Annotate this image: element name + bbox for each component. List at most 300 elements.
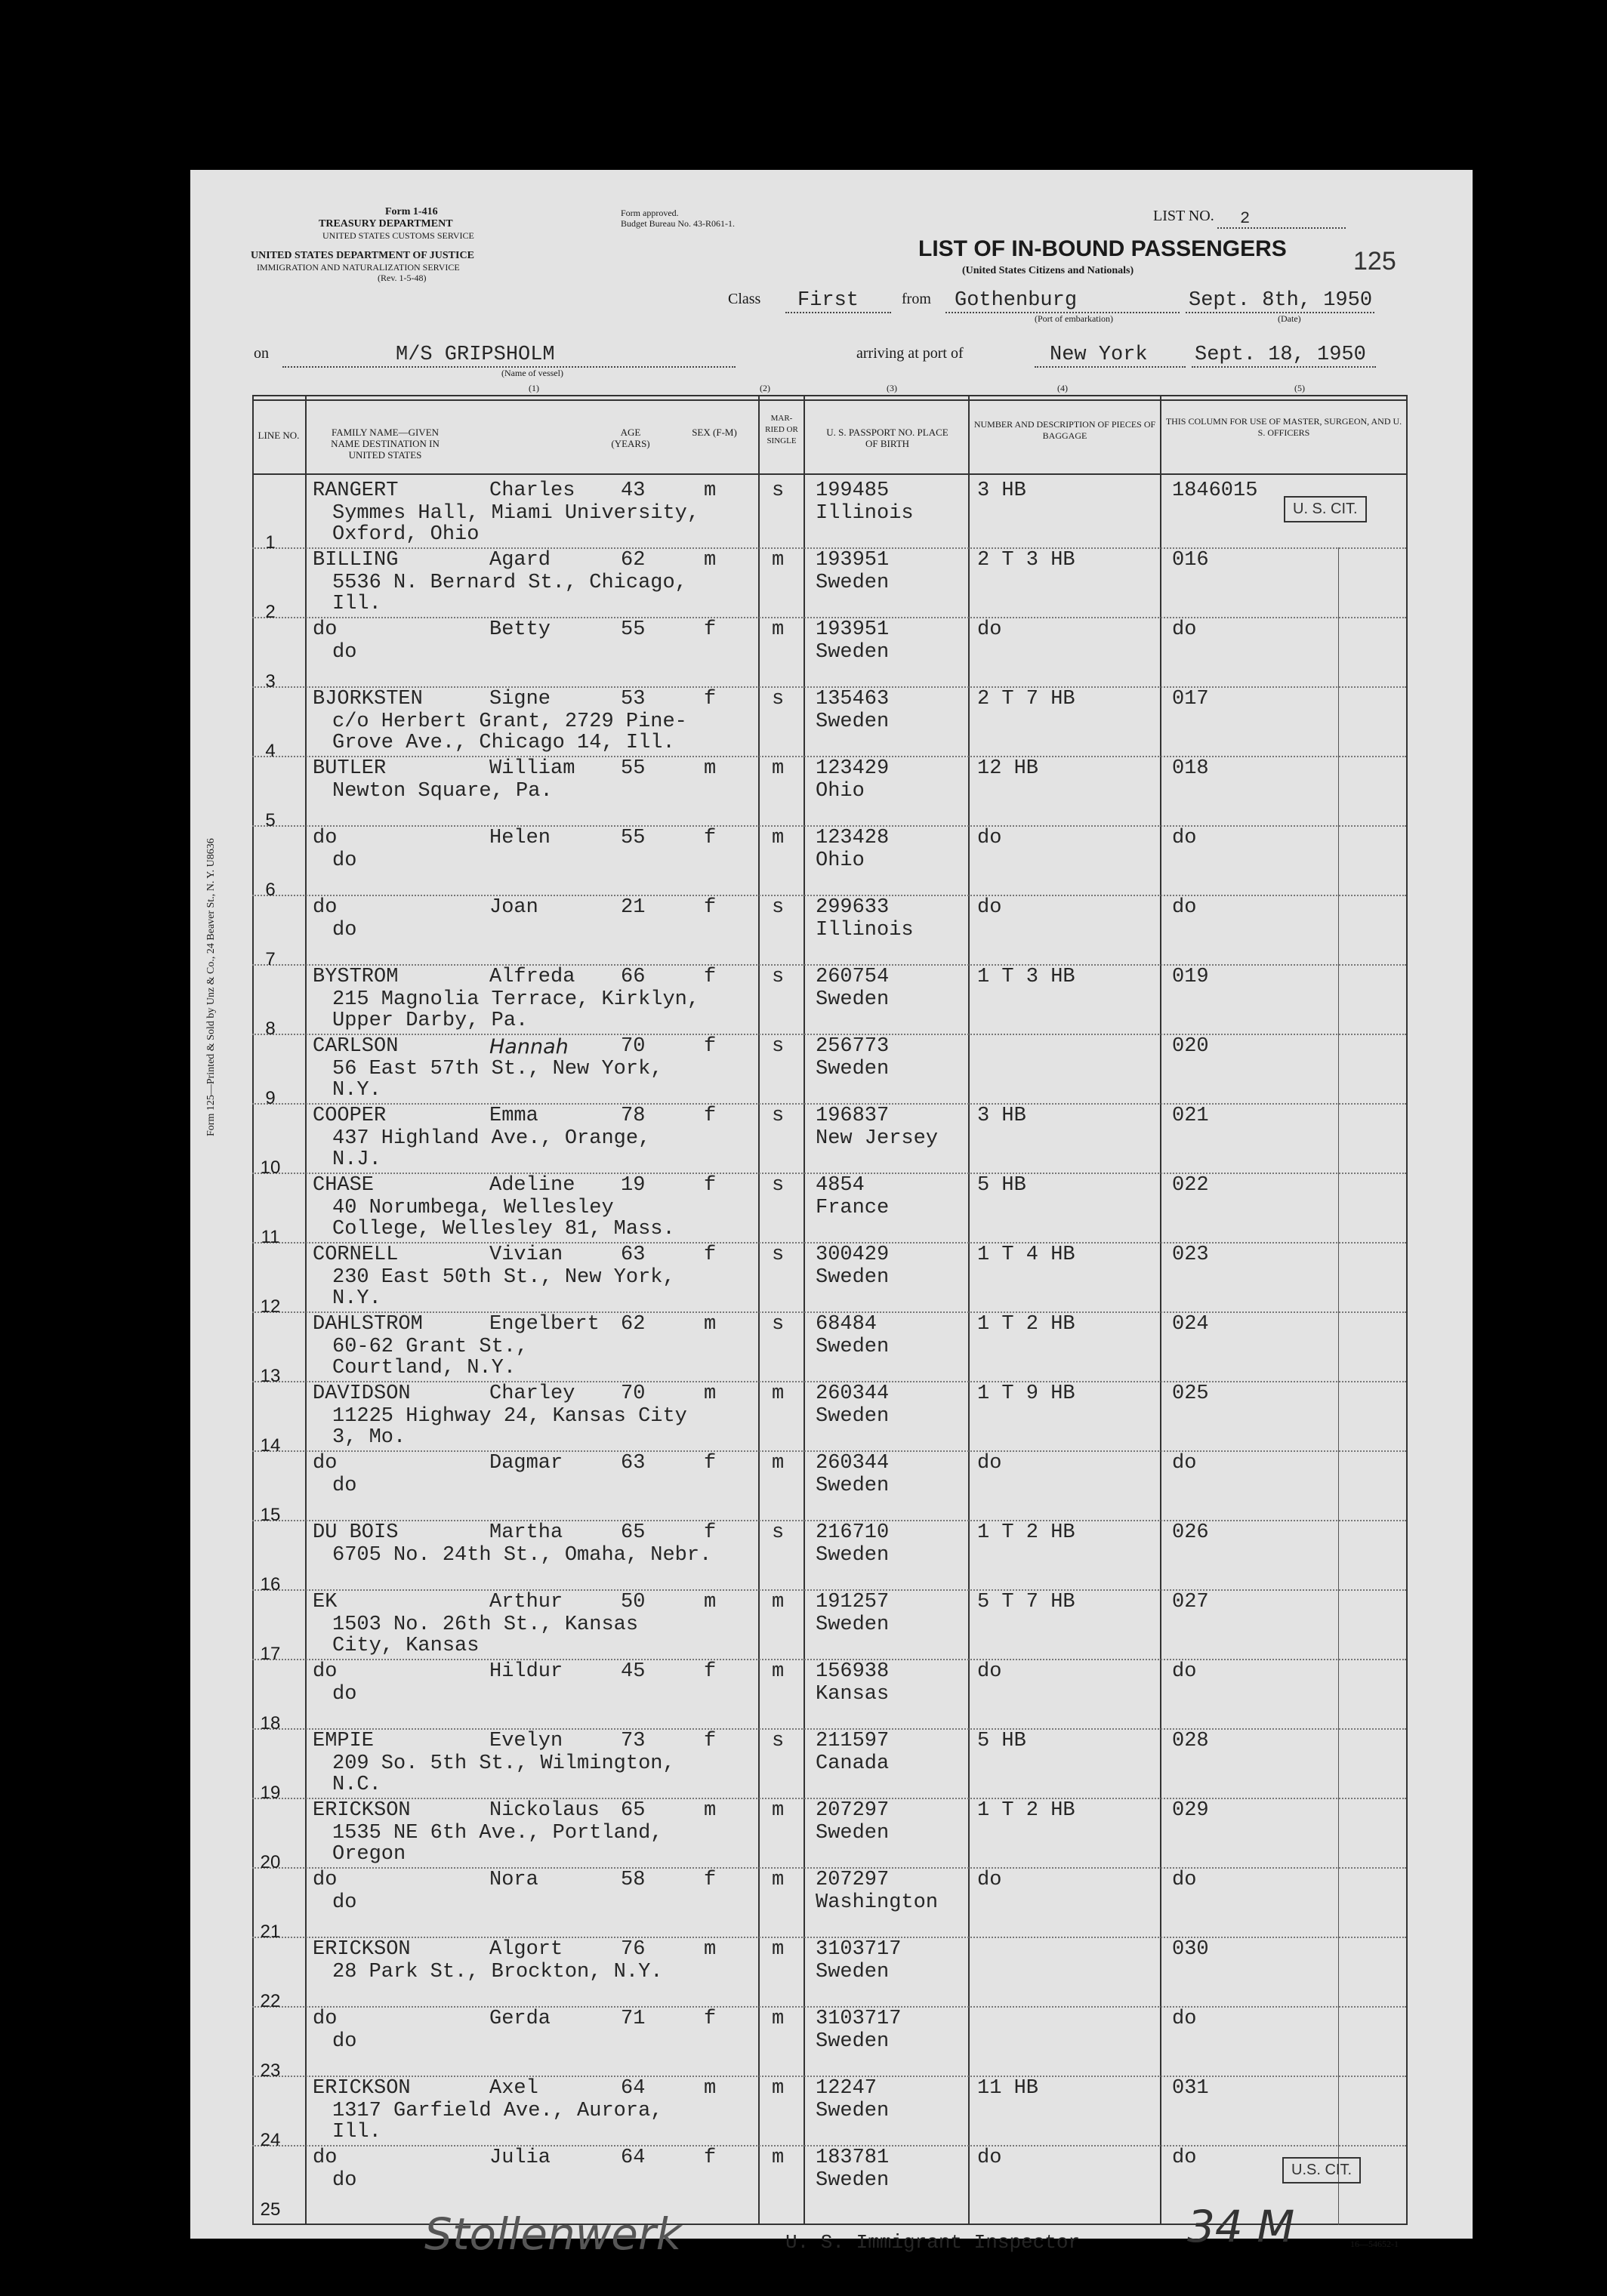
destination-address-line2: Oregon: [332, 1843, 406, 1866]
passenger-age: 70: [621, 1382, 646, 1405]
passenger-given-name: Axel: [489, 2077, 538, 2100]
passport-number: 260754: [816, 966, 890, 988]
line-number: 14: [260, 1435, 281, 1456]
destination-address: Symmes Hall, Miami University,: [332, 502, 700, 525]
col-num-4: (4): [1057, 383, 1068, 393]
passenger-age: 71: [621, 2008, 646, 2030]
page-subtitle: (United States Citizens and Nationals): [962, 265, 1134, 276]
passenger-surname: COOPER: [313, 1105, 387, 1127]
destination-address-line2: Grove Ave., Chicago 14, Ill.: [332, 732, 675, 754]
passenger-given-name: Signe: [489, 688, 551, 710]
passenger-marital-status: m: [772, 757, 785, 780]
customs-label: UNITED STATES CUSTOMS SERVICE: [322, 230, 474, 241]
passenger-surname: EMPIE: [313, 1730, 375, 1752]
budget-bureau: Budget Bureau No. 43-R061-1.: [621, 218, 735, 229]
officer-column-entry: 026: [1172, 1521, 1209, 1544]
line-number: 12: [260, 1296, 281, 1317]
arriving-label: arriving at port of: [856, 345, 964, 362]
passenger-age: 62: [621, 1313, 646, 1336]
justice-label: UNITED STATES DEPARTMENT OF JUSTICE: [251, 250, 474, 261]
passport-number: 135463: [816, 688, 890, 710]
vessel-line: [282, 344, 736, 368]
passenger-surname: BILLING: [313, 549, 399, 572]
list-no-label: LIST NO.: [1153, 208, 1214, 224]
destination-address: 5536 N. Bernard St., Chicago,: [332, 572, 687, 594]
passenger-marital-status: s: [772, 479, 785, 502]
vessel-caption: (Name of vessel): [501, 368, 563, 378]
destination-address: do: [332, 1891, 357, 1914]
place-of-birth: Sweden: [816, 1058, 890, 1080]
passenger-sex: f: [704, 1869, 717, 1891]
place-of-birth: Sweden: [816, 1613, 890, 1636]
baggage-description: 1 T 2 HB: [977, 1313, 1075, 1336]
class-label: Class: [728, 291, 761, 307]
destination-address-line2: N.Y.: [332, 1287, 381, 1310]
officer-column-entry: 028: [1172, 1730, 1209, 1752]
baggage-description: 3 HB: [977, 1105, 1026, 1127]
destination-address: 40 Norumbega, Wellesley: [332, 1197, 614, 1219]
destination-address: 60-62 Grant St.,: [332, 1336, 529, 1358]
header-baggage: NUMBER AND DESCRIPTION OF PIECES OF BAGGAGE: [973, 419, 1156, 441]
passport-number: 207297: [816, 1799, 890, 1822]
passenger-sex: m: [704, 1313, 717, 1336]
passenger-surname: do: [313, 1452, 338, 1475]
place-of-birth: France: [816, 1197, 890, 1219]
arrival-port-line: [1035, 344, 1186, 368]
place-of-birth: Sweden: [816, 2100, 890, 2122]
passenger-sex: f: [704, 827, 717, 849]
line-number: 13: [260, 1366, 281, 1386]
passenger-given-name: Algort: [489, 1938, 563, 1961]
destination-address: do: [332, 849, 357, 872]
passport-number: 193951: [816, 549, 890, 572]
treasury-label: TREASURY DEPARTMENT: [319, 218, 453, 230]
destination-address: 6705 No. 24th St., Omaha, Nebr.: [332, 1544, 712, 1567]
passport-number: 3103717: [816, 1938, 902, 1961]
officer-column-entry: 019: [1172, 966, 1209, 988]
line-number: 1: [265, 532, 276, 553]
passenger-surname: CHASE: [313, 1174, 375, 1197]
line-number: 15: [260, 1505, 281, 1525]
line-number: 23: [260, 2060, 281, 2081]
from-label: from: [902, 291, 931, 307]
passenger-sex: f: [704, 2147, 717, 2169]
passport-number: 256773: [816, 1035, 890, 1058]
passenger-age: 45: [621, 1660, 646, 1683]
line-number: 17: [260, 1644, 281, 1664]
passenger-surname: BUTLER: [313, 757, 387, 780]
place-of-birth: Ohio: [816, 780, 865, 803]
baggage-description: do: [977, 1869, 1002, 1891]
baggage-description: 5 T 7 HB: [977, 1591, 1075, 1613]
destination-address: do: [332, 919, 357, 942]
destination-address-line2: N.C.: [332, 1774, 381, 1796]
passenger-age: 64: [621, 2077, 646, 2100]
class-value: First: [797, 289, 859, 312]
passenger-age: 63: [621, 1244, 646, 1266]
passenger-surname: ERICKSON: [313, 2077, 411, 2100]
passenger-marital-status: m: [772, 549, 785, 572]
officer-column-entry: do: [1172, 2008, 1197, 2030]
passenger-marital-status: m: [772, 1382, 785, 1405]
passport-number: 216710: [816, 1521, 890, 1544]
passenger-surname: BJORKSTEN: [313, 688, 423, 710]
passenger-marital-status: s: [772, 1174, 785, 1197]
passenger-marital-status: m: [772, 1660, 785, 1683]
place-of-birth: Canada: [816, 1752, 890, 1775]
line-number: 7: [265, 949, 276, 969]
passenger-marital-status: s: [772, 1730, 785, 1752]
passport-number: 183781: [816, 2147, 890, 2169]
list-no-value: 2: [1240, 209, 1251, 228]
baggage-description: 2 T 7 HB: [977, 688, 1075, 710]
passenger-given-name: Betty: [489, 618, 551, 641]
col-num-5: (5): [1294, 383, 1305, 393]
destination-address-line2: Courtland, N.Y.: [332, 1357, 517, 1379]
header-sex: SEX (F-M): [692, 427, 737, 438]
destination-address-line2: Ill.: [332, 2121, 381, 2143]
place-of-birth: Kansas: [816, 1683, 890, 1706]
passenger-given-name: Helen: [489, 827, 551, 849]
passenger-sex: f: [704, 1452, 717, 1475]
officer-column-entry: do: [1172, 1869, 1197, 1891]
passenger-surname: CORNELL: [313, 1244, 399, 1266]
destination-address-line2: 3, Mo.: [332, 1426, 406, 1449]
destination-address: 28 Park St., Brockton, N.Y.: [332, 1961, 663, 1983]
revision-label: (Rev. 1-5-48): [378, 273, 427, 283]
officer-column-entry: 1846015: [1172, 479, 1258, 502]
destination-address-line2: N.Y.: [332, 1079, 381, 1102]
passenger-surname: do: [313, 1869, 338, 1891]
destination-address: do: [332, 2030, 357, 2053]
page-title: LIST OF IN-BOUND PASSENGERS: [918, 236, 1287, 261]
date-caption: (Date): [1278, 313, 1301, 324]
destination-address: 1535 NE 6th Ave., Portland,: [332, 1822, 663, 1845]
passenger-given-name: Charles: [489, 479, 575, 502]
officer-column-entry: 020: [1172, 1035, 1209, 1058]
passenger-age: 55: [621, 827, 646, 849]
passenger-sex: f: [704, 1660, 717, 1683]
line-number: 8: [265, 1019, 276, 1039]
passenger-age: 53: [621, 688, 646, 710]
passenger-sex: f: [704, 1174, 717, 1197]
passenger-sex: m: [704, 1799, 717, 1822]
destination-address: 56 East 57th St., New York,: [332, 1058, 663, 1080]
passenger-marital-status: m: [772, 1799, 785, 1822]
passenger-age: 19: [621, 1174, 646, 1197]
passenger-surname: ERICKSON: [313, 1799, 411, 1822]
officer-column-entry: 016: [1172, 549, 1209, 572]
passenger-sex: m: [704, 757, 717, 780]
officer-column-entry: 024: [1172, 1313, 1209, 1336]
date-value: Sept. 8th, 1950: [1189, 289, 1373, 312]
line-number: 16: [260, 1574, 281, 1595]
baggage-description: 1 T 9 HB: [977, 1382, 1075, 1405]
line-number: 11: [261, 1227, 280, 1247]
passenger-age: 43: [621, 479, 646, 502]
col-rule: [252, 396, 254, 2225]
baggage-description: 2 T 3 HB: [977, 549, 1075, 572]
passenger-given-name: Gerda: [489, 2008, 551, 2030]
officer-column-entry: do: [1172, 618, 1197, 641]
passenger-age: 50: [621, 1591, 646, 1613]
passenger-marital-status: m: [772, 827, 785, 849]
passenger-sex: m: [704, 1591, 717, 1613]
destination-address: c/o Herbert Grant, 2729 Pine-: [332, 710, 687, 733]
passport-number: 207297: [816, 1869, 890, 1891]
officer-column-entry: 030: [1172, 1938, 1209, 1961]
place-of-birth: Sweden: [816, 1822, 890, 1845]
passenger-list-sheet: [190, 170, 1473, 2260]
header-married: MAR-RIED OR SINGLE: [765, 414, 798, 445]
header-age: AGE (YEARS): [611, 427, 650, 449]
from-value: Gothenburg: [955, 289, 1078, 312]
page-number: 125: [1353, 247, 1396, 276]
officer-column-entry: 022: [1172, 1174, 1209, 1197]
passenger-given-name: Martha: [489, 1521, 563, 1544]
place-of-birth: Sweden: [816, 572, 890, 594]
place-of-birth: Sweden: [816, 1336, 890, 1358]
passenger-surname: CARLSON: [313, 1035, 399, 1058]
destination-address: 11225 Highway 24, Kansas City: [332, 1405, 687, 1428]
line-number: 22: [260, 1991, 281, 2011]
passenger-age: 65: [621, 1799, 646, 1822]
passenger-surname: RANGERT: [313, 479, 399, 502]
passenger-marital-status: s: [772, 896, 785, 919]
destination-address: 1503 No. 26th St., Kansas: [332, 1613, 639, 1636]
passenger-sex: f: [704, 1035, 717, 1058]
passport-number: 260344: [816, 1382, 890, 1405]
baggage-description: 12 HB: [977, 757, 1039, 780]
col-num-2: (2): [760, 383, 770, 393]
port-embarkation-label: (Port of embarkation): [1035, 313, 1113, 324]
passport-number: 123428: [816, 827, 890, 849]
passenger-age: 78: [621, 1105, 646, 1127]
passenger-surname: DAVIDSON: [313, 1382, 411, 1405]
passenger-given-name: Arthur: [489, 1591, 563, 1613]
passenger-given-name: Hildur: [489, 1660, 563, 1683]
col-rule: [758, 396, 760, 2225]
passenger-marital-status: m: [772, 1938, 785, 1961]
baggage-description: 1 T 4 HB: [977, 1244, 1075, 1266]
passenger-sex: f: [704, 1244, 717, 1266]
header-passport: U. S. PASSPORT NO. PLACE OF BIRTH: [826, 427, 948, 449]
passenger-sex: f: [704, 1730, 717, 1752]
passenger-surname: do: [313, 896, 338, 919]
baggage-description: 1 T 2 HB: [977, 1799, 1075, 1822]
passenger-given-name: William: [489, 757, 575, 780]
place-of-birth: Sweden: [816, 641, 890, 664]
baggage-description: 5 HB: [977, 1730, 1026, 1752]
passenger-marital-status: m: [772, 1452, 785, 1475]
passenger-sex: f: [704, 1105, 717, 1127]
destination-address-line2: Ill.: [332, 593, 381, 615]
place-of-birth: Sweden: [816, 710, 890, 733]
passenger-given-name: Dagmar: [489, 1452, 563, 1475]
passport-number: 156938: [816, 1660, 890, 1683]
passenger-given-name: Emma: [489, 1105, 538, 1127]
passenger-sex: m: [704, 1938, 717, 1961]
passenger-age: 65: [621, 1521, 646, 1544]
passenger-given-name: Evelyn: [489, 1730, 563, 1752]
passport-number: 260344: [816, 1452, 890, 1475]
passport-number: 211597: [816, 1730, 890, 1752]
line-number: 18: [260, 1713, 281, 1734]
passenger-given-name: Engelbert: [489, 1313, 600, 1336]
officer-column-entry: 018: [1172, 757, 1209, 780]
passenger-marital-status: s: [772, 1244, 785, 1266]
inspector-initials: 34 M: [1187, 2201, 1295, 2252]
inspector-signature: Stollenwerk: [424, 2208, 682, 2260]
passenger-marital-status: s: [772, 688, 785, 710]
passport-number: 12247: [816, 2077, 878, 2100]
passenger-given-name: Nickolaus: [489, 1799, 600, 1822]
from-line: [945, 289, 1180, 313]
officer-column-entry: 025: [1172, 1382, 1209, 1405]
line-number: 19: [260, 1783, 281, 1803]
header-line-no: LINE NO.: [258, 430, 300, 441]
passport-number: 196837: [816, 1105, 890, 1127]
place-of-birth: Illinois: [816, 919, 914, 942]
passenger-sex: m: [704, 1382, 717, 1405]
passenger-age: 73: [621, 1730, 646, 1752]
baggage-description: 11 HB: [977, 2077, 1039, 2100]
place-of-birth: Sweden: [816, 2030, 890, 2053]
passenger-surname: do: [313, 1660, 338, 1683]
date-line: [1186, 289, 1374, 313]
line-number: 20: [260, 1852, 281, 1872]
us-citizen-stamp: U. S. CIT.: [1284, 496, 1367, 522]
baggage-description: do: [977, 2147, 1002, 2169]
passenger-age: 63: [621, 1452, 646, 1475]
officer-column-entry: 031: [1172, 2077, 1209, 2100]
table-top-rule: [252, 395, 1408, 396]
officer-column-entry: 027: [1172, 1591, 1209, 1613]
officer-column-entry: 017: [1172, 688, 1209, 710]
passenger-marital-status: m: [772, 1869, 785, 1891]
destination-address: do: [332, 2169, 357, 2192]
passenger-age: 55: [621, 618, 646, 641]
baggage-description: do: [977, 896, 1002, 919]
vessel-value: M/S GRIPSHOLM: [396, 344, 555, 366]
baggage-description: do: [977, 1660, 1002, 1683]
place-of-birth: Washington: [816, 1891, 939, 1914]
line-number: 6: [265, 880, 276, 900]
print-code: 16—54652-1: [1350, 2239, 1399, 2249]
passenger-age: 58: [621, 1869, 646, 1891]
passenger-marital-status: s: [772, 1313, 785, 1336]
line-number: 10: [260, 1157, 281, 1178]
destination-address-line2: Upper Darby, Pa.: [332, 1009, 529, 1032]
passenger-given-name: Agard: [489, 549, 551, 572]
class-line: [785, 289, 891, 313]
destination-address: do: [332, 641, 357, 664]
destination-address: do: [332, 1683, 357, 1706]
passenger-age: 64: [621, 2147, 646, 2169]
destination-address: 230 East 50th St., New York,: [332, 1266, 675, 1289]
col-rule: [968, 396, 970, 2225]
place-of-birth: Sweden: [816, 1266, 890, 1289]
passenger-surname: do: [313, 2008, 338, 2030]
passenger-surname: do: [313, 2147, 338, 2169]
line-number: 25: [260, 2199, 281, 2220]
arrival-port-value: New York: [1050, 344, 1148, 366]
destination-address: 437 Highland Ave., Orange,: [332, 1127, 651, 1150]
destination-address: do: [332, 1475, 357, 1497]
passenger-given-name: Julia: [489, 2147, 551, 2169]
passenger-sex: f: [704, 688, 717, 710]
arrival-date-value: Sept. 18, 1950: [1195, 344, 1366, 366]
passenger-given-name: Joan: [489, 896, 538, 919]
passenger-surname: DAHLSTROM: [313, 1313, 423, 1336]
baggage-description: do: [977, 618, 1002, 641]
line-number: 2: [265, 602, 276, 622]
line-number: 3: [265, 671, 276, 692]
passenger-marital-status: s: [772, 1105, 785, 1127]
passenger-marital-status: m: [772, 2008, 785, 2030]
ins-label: IMMIGRATION AND NATURALIZATION SERVICE: [257, 262, 460, 273]
list-no-line: [1217, 209, 1346, 229]
passenger-surname: do: [313, 618, 338, 641]
passenger-age: 21: [621, 896, 646, 919]
passenger-marital-status: m: [772, 2147, 785, 2169]
passenger-given-name: Charley: [489, 1382, 575, 1405]
header-officers: THIS COLUMN FOR USE OF MASTER, SURGEON, AND U. S. OFFICERS: [1165, 416, 1402, 438]
passport-number: 68484: [816, 1313, 878, 1336]
place-of-birth: Ohio: [816, 849, 865, 872]
passenger-sex: f: [704, 1521, 717, 1544]
officer-column-entry: do: [1172, 2147, 1197, 2169]
passenger-surname: EK: [313, 1591, 338, 1613]
passenger-marital-status: m: [772, 618, 785, 641]
passport-number: 3103717: [816, 2008, 902, 2030]
passenger-marital-status: s: [772, 1521, 785, 1544]
destination-address: 215 Magnolia Terrace, Kirklyn,: [332, 988, 700, 1011]
passenger-given-name: Vivian: [489, 1244, 563, 1266]
passenger-surname: do: [313, 827, 338, 849]
destination-address-line2: College, Wellesley 81, Mass.: [332, 1218, 675, 1240]
passenger-marital-status: s: [772, 966, 785, 988]
line-number: 4: [265, 741, 276, 761]
officer-column-entry: 021: [1172, 1105, 1209, 1127]
us-citizen-stamp: U.S. CIT.: [1282, 2157, 1361, 2184]
passenger-given-name: Hannah: [489, 1035, 569, 1059]
passenger-sex: f: [704, 966, 717, 988]
col-rule: [804, 396, 805, 2225]
col-rule: [1406, 396, 1408, 2225]
printer-imprint: Form 125—Printed & Sold by Unz & Co., 24 Beaver St., N. Y. U8636: [205, 838, 217, 1136]
line-number: 21: [260, 1922, 281, 1942]
passenger-marital-status: m: [772, 1591, 785, 1613]
arrival-date-line: [1192, 344, 1376, 368]
destination-address: Newton Square, Pa.: [332, 780, 553, 803]
place-of-birth: Sweden: [816, 988, 890, 1011]
line-number: 24: [260, 2130, 281, 2150]
passenger-marital-status: m: [772, 2077, 785, 2100]
passport-number: 191257: [816, 1591, 890, 1613]
line-number: 9: [265, 1088, 276, 1108]
baggage-description: 5 HB: [977, 1174, 1026, 1197]
header-family-name: FAMILY NAME—GIVEN NAME DESTINATION IN UNITED STATES: [331, 427, 440, 461]
place-of-birth: Sweden: [816, 1961, 890, 1983]
passenger-sex: m: [704, 479, 717, 502]
officer-column-entry: do: [1172, 1660, 1197, 1683]
place-of-birth: Illinois: [816, 502, 914, 525]
passenger-age: 76: [621, 1938, 646, 1961]
col-num-1: (1): [529, 383, 539, 393]
col-num-3: (3): [887, 383, 897, 393]
destination-address: 1317 Garfield Ave., Aurora,: [332, 2100, 663, 2122]
